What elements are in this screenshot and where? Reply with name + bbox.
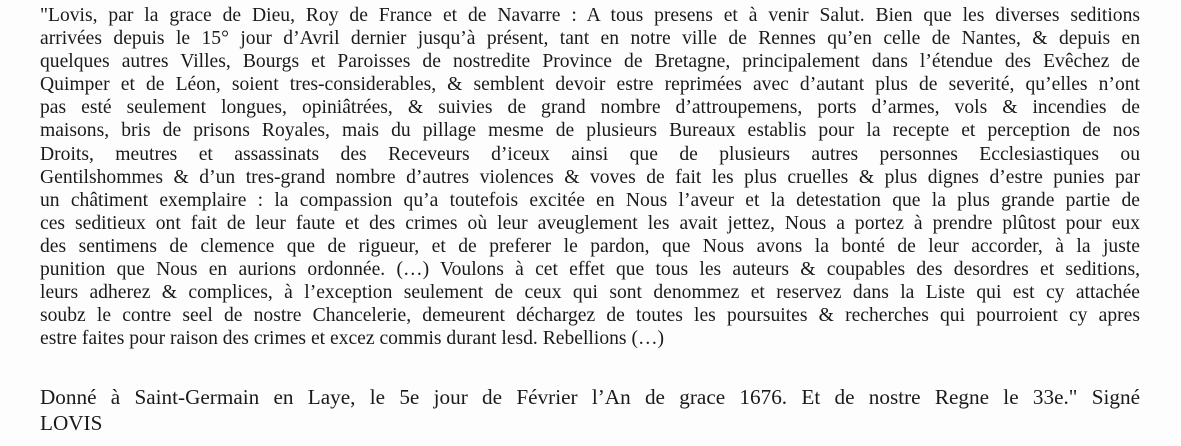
text-line: pas esté seulement longues, opiniâtrées, & suivies de grand nombre d’attroupemens, ports d’armes, vols & incendies de — [40, 97, 1140, 119]
text-line: Droits, meutres et assassinats des Receveurs d’iceux ainsi que de plusieurs autres personnes Ecclesiastiques ou — [40, 143, 1140, 165]
text-line: Gentilshommes & d’un tres-grand nombre d’autres violences & voves de fait les plus cruelles & plus dignes d’estre punies par — [40, 166, 1140, 188]
text-line: quelques autres Villes, Bourgs et Paroisses de nostredite Province de Bretagne, principalement dans l’étendue des Evêchez de — [40, 51, 1140, 73]
text-line: Quimper et de Léon, soient tres-considerables, & semblent devoir estre reprimées avec d’autant plus de severité, qu’elles n’ont — [40, 74, 1140, 96]
text-line: arrivées depuis le 15° jour d’Avril dernier jusqu’à présent, tant en notre ville de Rennes qu’en celle de Nantes, & depuis en — [40, 28, 1140, 50]
text-line: ces seditieux ont fait de leur faute et des crimes où leur aveuglement les avait jettez, Nous a portez à prendre plûtost pour eux — [40, 212, 1140, 234]
edict-paragraph — [40, 4, 1140, 350]
text-line: soubz le contre seel de nostre Chancelerie, demeurent déchargez de toutes les poursuites & recherches qui pourroient cy apres — [40, 305, 1140, 327]
text-line: "Lovis, par la grace de Dieu, Roy de France et de Navarre : A tous presens et à venir Salut. Bien que les diverses seditions — [40, 5, 1140, 26]
text-line: estre faites pour raison des crimes et excez commis durant lesd. Rebellions (…) — [40, 328, 665, 350]
text-line: un châtiment exemplaire : la compassion qu’a toutefois excitée en Nous l’aveur et la detestation que la plus grande partie de — [40, 189, 1140, 211]
text-line: punition que Nous en aurions ordonnée. (…) Voulons à cet effet que tous les auteurs & coupables des desordres et seditions, — [40, 259, 1140, 281]
closing-line: Donné à Saint-Germain en Laye, le 5e jour de Février l’An de grace 1676. Et de nostre Regne le 33e." Signé — [40, 385, 1140, 409]
text-line: leurs adherez & complices, à l’exception seulement de ceux qui sont denommez et reservez dans la Liste qui est cy attachée — [40, 282, 1140, 304]
signature-line: LOVIS — [40, 411, 103, 435]
text-line: maisons, bris de prisons Royales, mais du pillage mesme de plusieurs Bureaux establis pour la recepte et perception de nos — [40, 120, 1140, 142]
closing-signature — [40, 384, 1140, 436]
text-line: des sentimens de clemence que de rigueur, et de preferer le pardon, que Nous avons la bonté de leur accorder, à la juste — [40, 235, 1140, 257]
